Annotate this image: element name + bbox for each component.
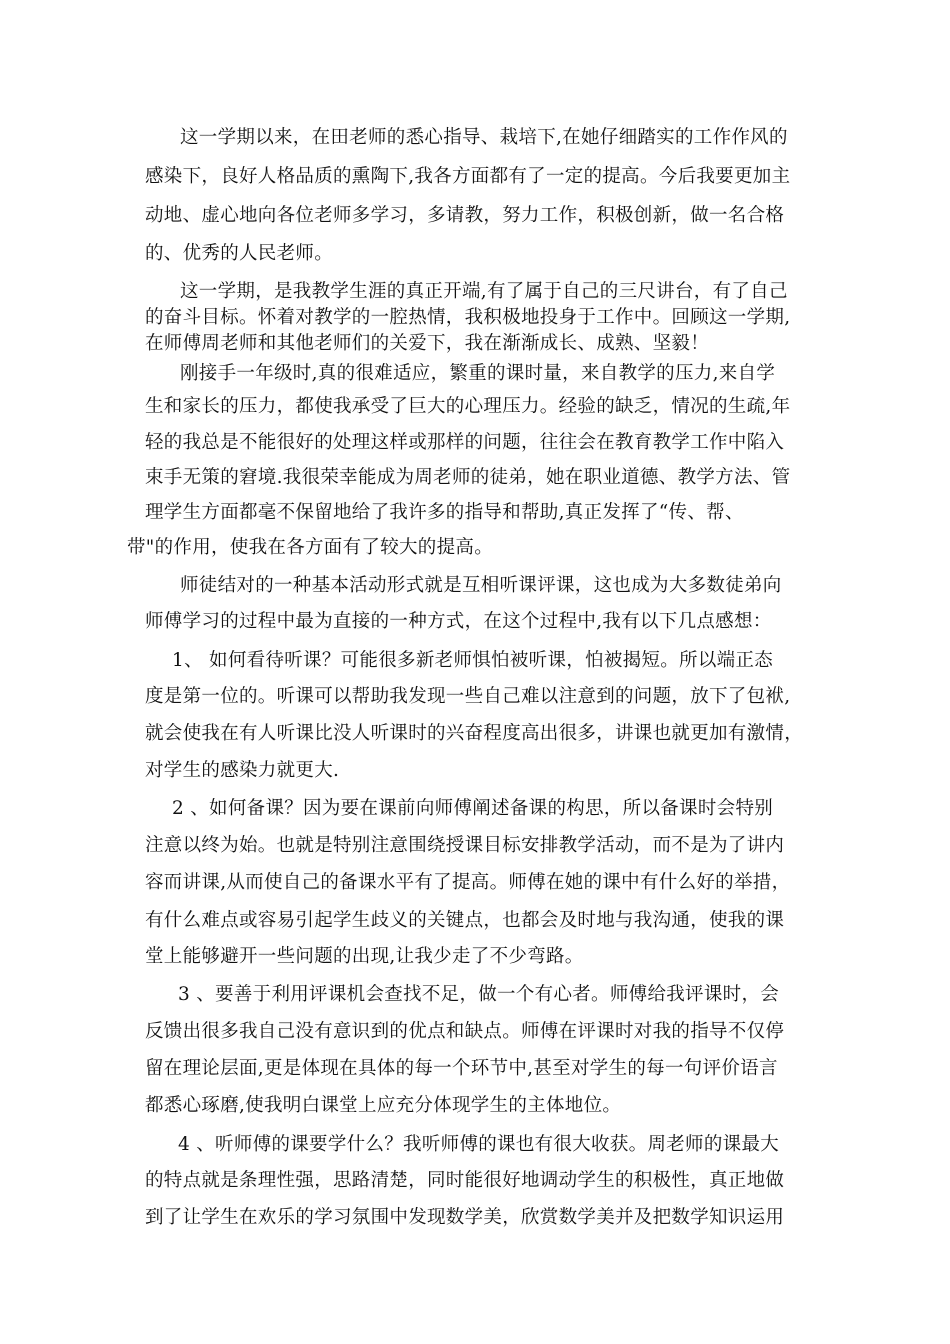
text-line: 就会使我在有人听课比没人听课时的兴奋程度高出很多，讲课也就更加有激情， [145,723,804,744]
text-line: 带"的作用，使我在各方面有了较大的提高。 [127,537,494,558]
text-line: 生和家长的压力，都使我承受了巨大的心理压力。经验的缺乏，情况的生疏,年 [145,396,791,417]
text-line: 在师傅周老师和其他老师们的关爱下，我在渐渐成长、成熟、坚毅！ [145,333,710,354]
text-line: 有什么难点或容易引起学生歧义的关键点，也都会及时地与我沟通，使我的课 [145,910,785,931]
text-line: 4 、听师傅的课要学什么？我听师傅的课也有很大收获。周老师的课最大 [178,1134,780,1155]
text-line: 都悉心琢磨,使我明白课堂上应充分体现学生的主体地位。 [145,1095,622,1116]
text-line: 师徒结对的一种基本活动形式就是互相听课评课，这也成为大多数徒弟向 [180,575,782,596]
text-line: 1、 如何看待听课？可能很多新老师惧怕被听课，怕被揭短。所以端正态 [172,650,774,671]
text-line: 堂上能够避开一些问题的出现,让我少走了不少弯路。 [145,946,584,967]
text-line: 反馈出很多我自己没有意识到的优点和缺点。师傅在评课时对我的指导不仅停 [145,1021,785,1042]
text-line: 度是第一位的。听课可以帮助我发现一些自己难以注意到的问题，放下了包袱, [145,686,791,707]
text-line: 这一学期以来，在田老师的悉心指导、栽培下,在她仔细踏实的工作作风的 [180,127,788,148]
text-line: 到了让学生在欢乐的学习氛围中发现数学美，欣赏数学美并及把数学知识运用 [145,1207,785,1228]
text-line: 留在理论层面,更是体现在具体的每一个环节中,甚至对学生的每一句评价语言 [145,1058,778,1079]
text-line: 的、优秀的人民老师。 [145,243,334,264]
text-line: 动地、虚心地向各位老师多学习，多请教，努力工作，积极创新，做一名合格 [145,205,785,226]
text-line: 轻的我总是不能很好的处理这样或那样的问题，往往会在教育教学工作中陷入 [145,432,785,453]
text-line: 师傅学习的过程中最为直接的一种方式，在这个过程中,我有以下几点感想： [145,611,772,632]
text-line: 这一学期，是我教学生涯的真正开端,有了属于自己的三尺讲台，有了自己 [180,281,788,302]
text-line: 容而讲课,从而使自己的备课水平有了提高。师傅在她的课中有什么好的举措， [145,872,791,893]
text-line: 感染下，良好人格品质的熏陶下,我各方面都有了一定的提高。今后我要更加主 [145,166,791,187]
text-line: 注意以终为始。也就是特别注意围绕授课目标安排教学活动，而不是为了讲内 [145,835,785,856]
text-line: 的特点就是条理性强，思路清楚，同时能很好地调动学生的积极性，真正地做 [145,1170,785,1191]
text-line: 刚接手一年级时,真的很难适应，繁重的课时量，来自教学的压力,来自学 [180,363,776,384]
text-line: 的奋斗目标。怀着对教学的一腔热情，我积极地投身于工作中。回顾这一学期, [145,307,791,328]
text-line: 2 、如何备课？因为要在课前向师傅阐述备课的构思，所以备课时会特别 [172,798,774,819]
text-line: 3 、要善于利用评课机会查找不足，做一个有心者。师傅给我评课时，会 [178,984,780,1005]
text-line: 理学生方面都毫不保留地给了我许多的指导和帮助,真正发挥了“传、帮、 [145,502,744,523]
text-line: 对学生的感染力就更大. [145,760,340,781]
text-line: 束手无策的窘境.我很荣幸能成为周老师的徒弟，她在职业道德、教学方法、管 [145,467,791,488]
